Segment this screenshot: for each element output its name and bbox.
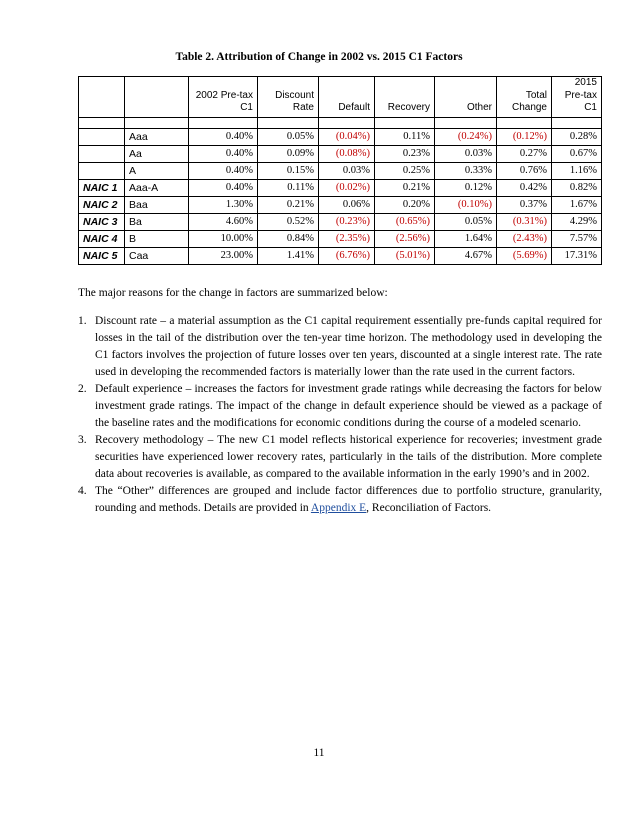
value-cell: 7.57%	[552, 230, 602, 247]
header-cell: 2002 Pre-tax C1	[189, 77, 258, 118]
list-item	[78, 483, 602, 517]
value-cell: 0.42%	[497, 179, 552, 196]
value-cell: 10.00%	[189, 230, 258, 247]
value-cell: 0.84%	[258, 230, 319, 247]
list-text: , Reconciliation of Factors.	[366, 502, 492, 514]
list-item	[78, 313, 602, 381]
rating-cell: Aaa	[125, 128, 189, 145]
header-cell: Total Change	[497, 77, 552, 118]
value-cell: 0.28%	[552, 128, 602, 145]
table-row	[79, 128, 602, 145]
value-cell: 0.37%	[497, 196, 552, 213]
list-item	[78, 381, 602, 432]
appendix-e-link[interactable]: Appendix E	[310, 502, 367, 514]
header-cell: 2015 Pre-tax C1	[552, 77, 602, 118]
value-cell: 0.76%	[497, 162, 552, 179]
value-cell: (0.10%)	[435, 196, 497, 213]
naic-label-cell: NAIC 4	[79, 230, 125, 247]
table-row	[79, 162, 602, 179]
value-cell: 0.15%	[258, 162, 319, 179]
header-cell	[79, 77, 125, 118]
value-cell: 0.21%	[375, 179, 435, 196]
list-text: Recovery methodology – The new C1 model reflects historical experience for recoveries; investment grade securities have experienced lower recovery rates, particularly in the tails of the distribution. More complete data about recoveries is available, as compared to the available information in the early 1990’s and in 2002.	[95, 434, 602, 480]
value-cell: 1.64%	[435, 230, 497, 247]
value-cell: (0.08%)	[319, 145, 375, 162]
naic-label-cell	[79, 128, 125, 145]
rating-cell: Baa	[125, 196, 189, 213]
value-cell: (2.43%)	[497, 230, 552, 247]
naic-label-cell: NAIC 3	[79, 213, 125, 230]
list-text: The “Other” differences are grouped and include factor differences due to portfolio structure, granularity, rounding and methods. Details are provided in	[95, 485, 602, 514]
table-row	[79, 145, 602, 162]
naic-label-cell	[79, 145, 125, 162]
page-number: 11	[313, 747, 325, 759]
value-cell: (0.04%)	[319, 128, 375, 145]
value-cell: 0.23%	[375, 145, 435, 162]
value-cell: 0.40%	[189, 128, 258, 145]
value-cell: 23.00%	[189, 247, 258, 264]
table-header-row	[79, 77, 602, 118]
value-cell: 1.30%	[189, 196, 258, 213]
value-cell: 0.03%	[435, 145, 497, 162]
value-cell: (0.24%)	[435, 128, 497, 145]
value-cell: 0.21%	[258, 196, 319, 213]
header-cell: Discount Rate	[258, 77, 319, 118]
table-row	[79, 179, 602, 196]
value-cell: 4.60%	[189, 213, 258, 230]
list-number: 2.	[78, 383, 87, 395]
value-cell: 0.05%	[435, 213, 497, 230]
value-cell: (6.76%)	[319, 247, 375, 264]
table-row	[79, 196, 602, 213]
header-cell: Other	[435, 77, 497, 118]
table-title: Table 2. Attribution of Change in 2002 vs. 2015 C1 Factors	[175, 51, 463, 63]
table-spacer-row	[79, 117, 602, 128]
value-cell: 0.05%	[258, 128, 319, 145]
naic-label-cell: NAIC 5	[79, 247, 125, 264]
naic-label-cell	[79, 162, 125, 179]
value-cell: 1.16%	[552, 162, 602, 179]
rating-cell: B	[125, 230, 189, 247]
value-cell: 0.03%	[319, 162, 375, 179]
rating-cell: Aa	[125, 145, 189, 162]
list-item	[78, 432, 602, 483]
reasons-list	[78, 313, 602, 517]
value-cell: 0.20%	[375, 196, 435, 213]
value-cell: 0.12%	[435, 179, 497, 196]
naic-label-cell: NAIC 2	[79, 196, 125, 213]
value-cell: (2.35%)	[319, 230, 375, 247]
value-cell: 0.40%	[189, 179, 258, 196]
list-number: 1.	[78, 315, 87, 327]
list-number: 4.	[78, 485, 87, 497]
header-cell	[125, 77, 189, 118]
value-cell: 0.25%	[375, 162, 435, 179]
value-cell: 0.11%	[258, 179, 319, 196]
value-cell: (0.02%)	[319, 179, 375, 196]
value-cell: 0.82%	[552, 179, 602, 196]
value-cell: 4.29%	[552, 213, 602, 230]
value-cell: (0.65%)	[375, 213, 435, 230]
value-cell: 0.11%	[375, 128, 435, 145]
value-cell: (5.69%)	[497, 247, 552, 264]
value-cell: 0.52%	[258, 213, 319, 230]
summary-intro: The major reasons for the change in factors are summarized below:	[78, 287, 388, 299]
value-cell: 0.27%	[497, 145, 552, 162]
value-cell: 0.09%	[258, 145, 319, 162]
rating-cell: Ba	[125, 213, 189, 230]
value-cell: (0.31%)	[497, 213, 552, 230]
value-cell: 0.67%	[552, 145, 602, 162]
value-cell: (2.56%)	[375, 230, 435, 247]
attribution-table	[78, 76, 602, 265]
rating-cell: Aaa-A	[125, 179, 189, 196]
table-row	[79, 247, 602, 264]
value-cell: 0.06%	[319, 196, 375, 213]
value-cell: (0.23%)	[319, 213, 375, 230]
value-cell: (5.01%)	[375, 247, 435, 264]
list-text: Discount rate – a material assumption as the C1 capital requirement essentially pre-funds capital required for losses in the tail of the distribution over the ten-year time horizon. The methodology used in developing the C1 factors involves the projection of future losses over ten years, discounted at a single interest rate. The rate used in developing the recommended factors is materially lower than the rate used in the current factors.	[95, 315, 602, 378]
table-row	[79, 230, 602, 247]
value-cell: 0.40%	[189, 145, 258, 162]
value-cell: (0.12%)	[497, 128, 552, 145]
rating-cell: Caa	[125, 247, 189, 264]
rating-cell: A	[125, 162, 189, 179]
header-cell: Default	[319, 77, 375, 118]
value-cell: 1.41%	[258, 247, 319, 264]
value-cell: 17.31%	[552, 247, 602, 264]
table-row	[79, 213, 602, 230]
value-cell: 0.33%	[435, 162, 497, 179]
value-cell: 0.40%	[189, 162, 258, 179]
header-cell: Recovery	[375, 77, 435, 118]
naic-label-cell: NAIC 1	[79, 179, 125, 196]
value-cell: 1.67%	[552, 196, 602, 213]
list-number: 3.	[78, 434, 87, 446]
list-text: Default experience – increases the factors for investment grade ratings while decreasing the factors for below investment grade ratings. The impact of the change in default experience should be viewed as a package of the baseline rates and the modifications for economic conditions during the course of a modeled scenario.	[95, 383, 602, 429]
value-cell: 4.67%	[435, 247, 497, 264]
